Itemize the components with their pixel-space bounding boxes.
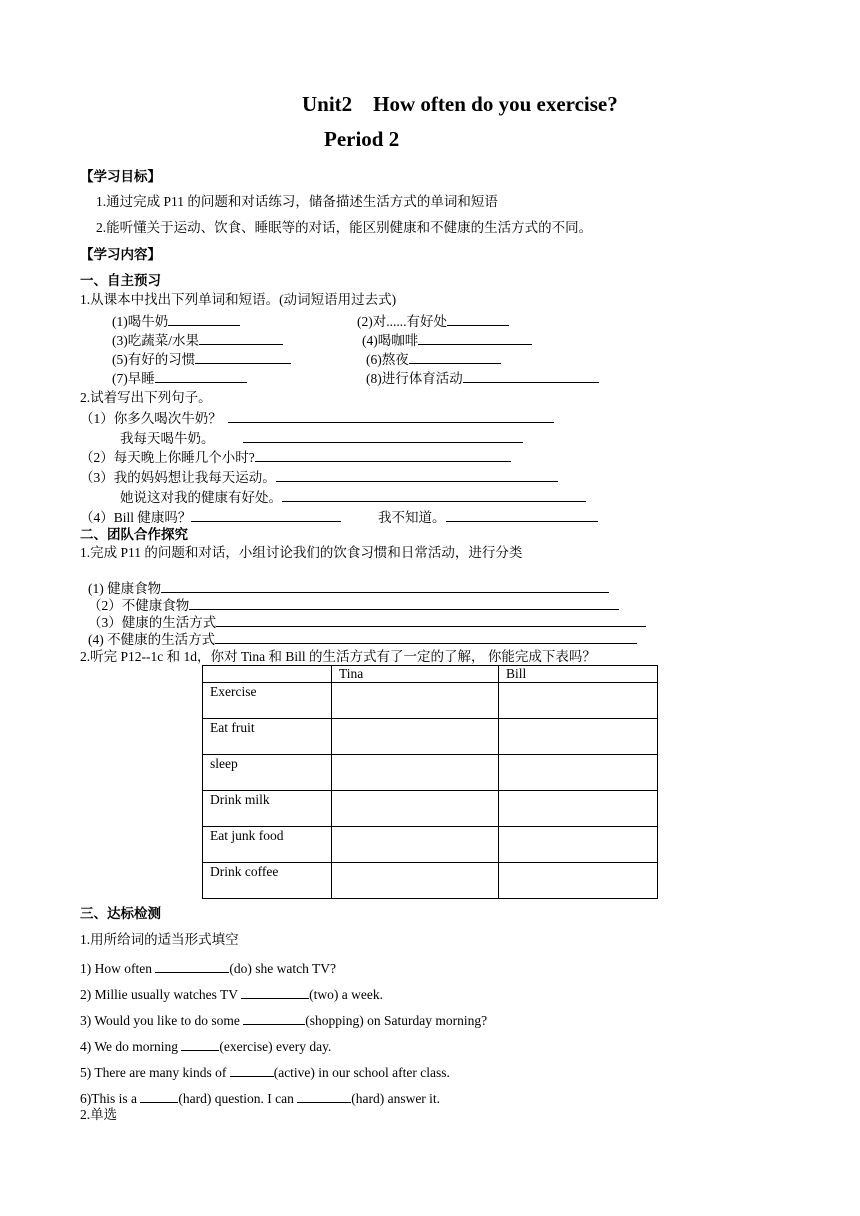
question-label: 2.听完 P12--1c 和 1d，你对 Tina 和 Bill 的生活方式有了一定的了解， 你能完成下表吗？ xyxy=(80,649,596,664)
page-subtitle: Period 2 xyxy=(324,127,400,151)
table-row-label: Eat junk food xyxy=(203,827,332,863)
table-cell-bill[interactable] xyxy=(499,863,658,899)
vocab-item: (5)有好的习惯 xyxy=(112,350,291,369)
lifestyle-table xyxy=(202,665,658,899)
table-cell-bill[interactable] xyxy=(499,683,658,719)
table-cell-tina[interactable] xyxy=(332,827,499,863)
sentence-item: （4）Bill 健康吗？ xyxy=(80,508,341,527)
question-label: 1.从课本中找出下列单词和短语。(动词短语用过去式) xyxy=(80,292,397,307)
vocab-item: (7)早睡 xyxy=(112,369,247,388)
objective-item: 1.通过完成 P11 的问题和对话练习，储备描述生活方式的单词和短语 xyxy=(96,194,498,209)
table-row-label: Eat fruit xyxy=(203,719,332,755)
question-label: 1.完成 P11 的问题和对话，小组讨论我们的饮食习惯和日常活动，进行分类 xyxy=(80,545,523,560)
table-cell-bill[interactable] xyxy=(499,827,658,863)
sentence-item: （3）我的妈妈想让我每天运动。 xyxy=(80,468,558,487)
table-row xyxy=(203,683,658,719)
table-cell-bill[interactable] xyxy=(499,791,658,827)
category-item: (4) 不健康的生活方式 xyxy=(88,630,637,649)
table-header-cell xyxy=(203,666,332,683)
vocab-item: (3)吃蔬菜/水果 xyxy=(112,331,283,350)
table-header-row xyxy=(203,666,658,683)
content-heading: 【学习内容】 xyxy=(80,247,161,262)
table-row-label: Drink milk xyxy=(203,791,332,827)
vocab-item: (6)熬夜 xyxy=(366,350,501,369)
fill-blank-item: 6)This is a (hard) question. I can (hard) answer it. xyxy=(80,1091,441,1106)
objective-item: 2.能听懂关于运动、饮食、睡眠等的对话，能区别健康和不健康的生活方式的不同。 xyxy=(96,220,593,235)
table-cell-tina[interactable] xyxy=(332,683,499,719)
section-heading-teamwork: 二、团队合作探究 xyxy=(80,527,188,542)
table-cell-tina[interactable] xyxy=(332,719,499,755)
table-row-label: Drink coffee xyxy=(203,863,332,899)
objectives-heading: 【学习目标】 xyxy=(80,169,161,184)
table-row-label: Exercise xyxy=(203,683,332,719)
question-label: 2.试着写出下列句子。 xyxy=(80,390,212,405)
question-label: 1.用所给词的适当形式填空 xyxy=(80,932,239,947)
table-cell-tina[interactable] xyxy=(332,863,499,899)
table-row xyxy=(203,719,658,755)
table-cell-tina[interactable] xyxy=(332,791,499,827)
sentence-item: 我每天喝牛奶。 xyxy=(120,429,523,448)
category-item: (1) 健康食物 xyxy=(88,579,609,598)
page-title: Unit2 How often do you exercise? xyxy=(302,92,618,116)
fill-blank-item: 3) Would you like to do some (shopping) on Saturday morning? xyxy=(80,1013,488,1028)
table-row xyxy=(203,791,658,827)
section-heading-check: 三、达标检测 xyxy=(80,906,161,921)
question-label: 2.单选 xyxy=(80,1107,118,1122)
vocab-item: (1)喝牛奶 xyxy=(112,312,240,331)
fill-blank-item: 2) Millie usually watches TV (two) a week. xyxy=(80,987,383,1002)
category-item: （2）不健康食物 xyxy=(88,596,619,615)
vocab-item: (4)喝咖啡 xyxy=(362,331,532,350)
fill-blank-item: 5) There are many kinds of (active) in our school after class. xyxy=(80,1065,450,1080)
sentence-item: 她说这对我的健康有好处。 xyxy=(120,488,586,507)
table-header-cell: Tina xyxy=(332,666,499,683)
vocab-item: (2)对......有好处 xyxy=(357,312,509,331)
table-row xyxy=(203,755,658,791)
table-row xyxy=(203,863,658,899)
sentence-item: 我不知道。 xyxy=(378,508,598,527)
table-row-label: sleep xyxy=(203,755,332,791)
category-item: （3）健康的生活方式 xyxy=(88,613,646,632)
table-cell-bill[interactable] xyxy=(499,719,658,755)
section-heading-preview: 一、自主预习 xyxy=(80,273,161,288)
fill-blank-item: 4) We do morning (exercise) every day. xyxy=(80,1039,332,1054)
sentence-item: （1）你多久喝次牛奶？ xyxy=(80,409,554,428)
table-cell-tina[interactable] xyxy=(332,755,499,791)
table-row xyxy=(203,827,658,863)
vocab-item: (8)进行体育活动 xyxy=(366,369,599,388)
sentence-item: （2）每天晚上你睡几个小时? xyxy=(80,448,511,467)
table-cell-bill[interactable] xyxy=(499,755,658,791)
fill-blank-item: 1) How often (do) she watch TV? xyxy=(80,961,336,976)
table-header-cell: Bill xyxy=(499,666,658,683)
